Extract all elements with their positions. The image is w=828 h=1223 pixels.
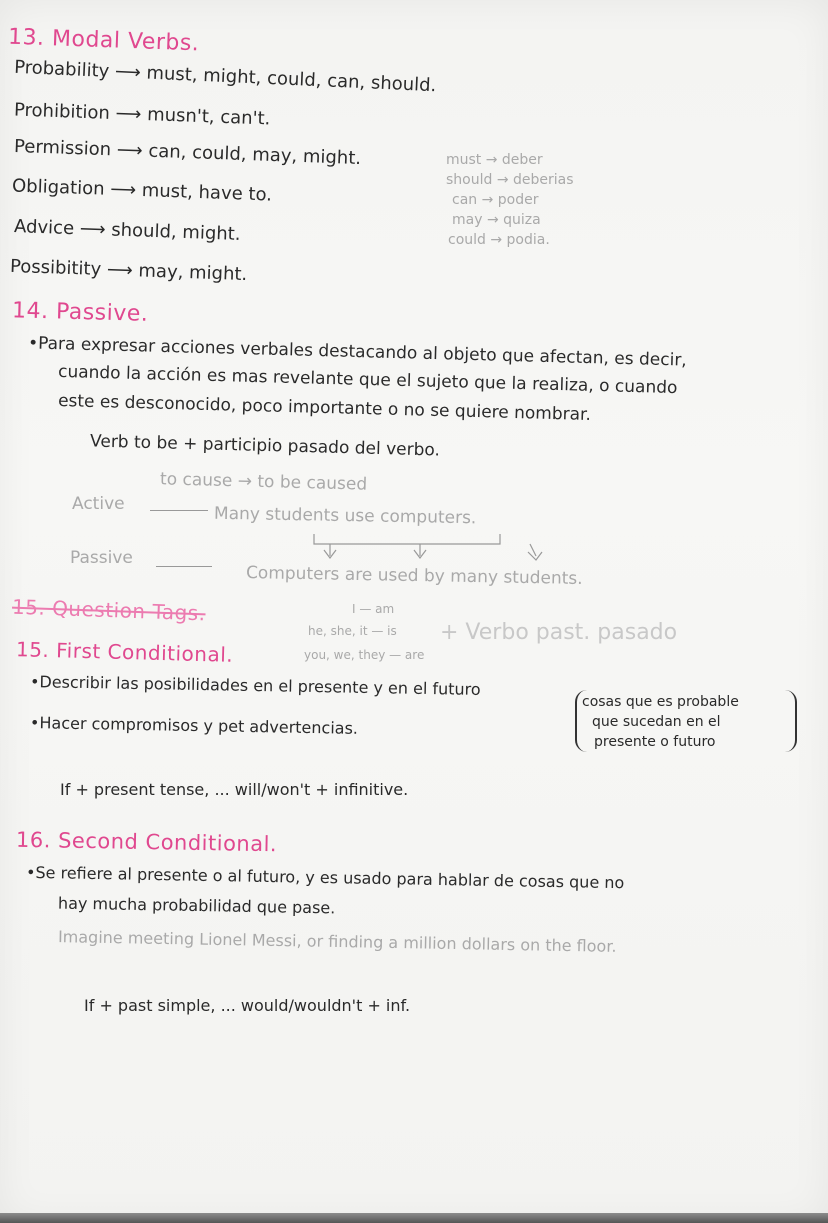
translation-could: could → podia. [448, 232, 550, 248]
passive-paragraph-line-1: •Para expresar acciones verbales destacando al objeto que afectan, es decir, [27, 333, 687, 371]
modal-row-permission [14, 136, 362, 169]
second-conditional-example: Imagine meeting Lionel Messi, or finding a million dollars on the floor. [57, 927, 617, 956]
question-tags-verb-note: + Verbo past. pasado [440, 620, 678, 645]
passive-label: Passive [70, 548, 133, 568]
section-16-title: 16. Second Conditional. [15, 827, 278, 857]
passive-paragraph-line-3: este es desconocido, poco importante o no se quiere nombrar. [57, 391, 592, 425]
arrow-icon: ⟶ [115, 103, 142, 125]
active-sentence: Many students use computers. [213, 503, 477, 529]
arrow-icon: ⟶ [79, 218, 106, 241]
passive-dash [156, 566, 212, 567]
modal-label: Probability [13, 56, 110, 82]
modal-label: Permission [13, 135, 112, 161]
passive-paragraph-line-2: cuando la acción es mas revelante que el sujeto que la realiza, o cuando [57, 361, 678, 399]
translation-can: can → poder [452, 192, 539, 208]
modal-label: Prohibition [13, 99, 111, 124]
first-conditional-note-3: presente o futuro [594, 734, 716, 750]
pronoun-i: I — am [352, 602, 395, 616]
modal-label: Obligation [11, 175, 105, 200]
first-conditional-note-1: cosas que es probable [582, 694, 739, 710]
modal-value: musn't, can't. [146, 104, 271, 130]
modal-row-advice [14, 216, 241, 245]
passive-formula: Verb to be + participio pasado del verbo. [89, 431, 441, 461]
section-15-title: 15. First Conditional. [15, 637, 234, 667]
modal-value: can, could, may, might. [148, 140, 362, 170]
translation-must: must → deber [446, 152, 543, 168]
section-14-title: 14. Passive. [11, 298, 149, 327]
modal-label: Possibitity [9, 255, 102, 281]
section-15-question-tags-title: 15. Question Tags. [11, 594, 206, 626]
modal-row-obligation [12, 175, 273, 205]
arrow-icon: ⟶ [114, 61, 142, 84]
second-conditional-bullet-1: •Se refiere al presente o al futuro, y es usado para hablar de cosas que no [25, 862, 625, 893]
first-conditional-bullet-2: •Hacer compromisos y pet advertencias. [29, 713, 359, 738]
active-dash [150, 510, 208, 511]
modal-row-prohibition [14, 100, 271, 130]
second-conditional-bullet-2: hay mucha probabilidad que pase. [57, 893, 336, 918]
passive-example-verb: to cause → to be caused [159, 469, 368, 495]
pronoun-he-she-it: he, she, it — is [308, 624, 397, 638]
translation-should: should → deberias [446, 172, 574, 188]
pronoun-you-we-they: you, we, they — are [304, 648, 425, 662]
arrow-icon: ⟶ [109, 178, 137, 201]
modal-value: must, might, could, can, should. [146, 62, 437, 97]
arrow-icon: ⟶ [106, 259, 134, 282]
page-bottom-edge [0, 1213, 828, 1223]
first-conditional-note-2: que sucedan en el [592, 714, 721, 730]
modal-row-probability [14, 57, 437, 96]
modal-value: should, might. [110, 219, 241, 245]
second-conditional-formula: If + past simple, ... would/wouldn't + inf. [84, 996, 411, 1015]
modal-value: may, might. [138, 260, 248, 286]
passive-sentence: Computers are used by many students. [245, 563, 583, 589]
arrow-icon: ⟶ [116, 139, 144, 162]
first-conditional-formula: If + present tense, ... will/won't + infinitive. [60, 780, 409, 799]
first-conditional-bullet-1: •Describir las posibilidades en el presente y en el futuro [29, 672, 481, 699]
translation-may: may → quiza [452, 212, 541, 228]
modal-label: Advice [13, 216, 75, 240]
modal-row-possibility [10, 256, 248, 285]
active-label: Active [72, 494, 125, 514]
section-13-title: 13. Modal Verbs. [7, 24, 200, 57]
modal-value: must, have to. [141, 179, 273, 206]
